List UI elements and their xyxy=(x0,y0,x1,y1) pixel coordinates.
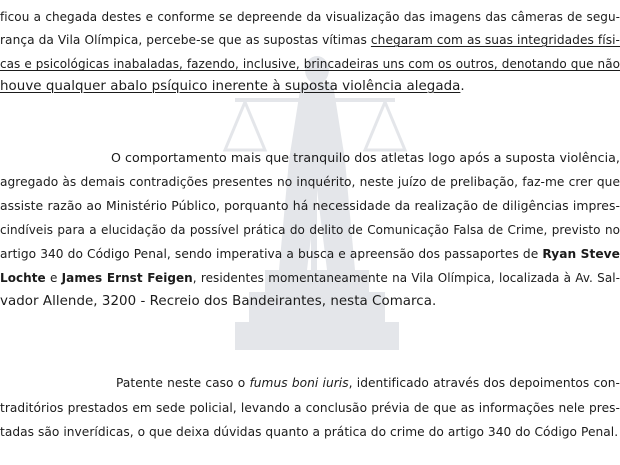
text-run: e xyxy=(45,271,62,285)
text-run: tadas são inverídicas, o que deixa dúvidas quanto a prática do crime do artigo 340 do Código Penal. xyxy=(0,425,619,439)
paragraph-1-line-2 xyxy=(0,31,620,49)
text-run: . xyxy=(460,79,465,94)
italic-latin-term: fumus boni iuris xyxy=(249,376,349,390)
text-run: O comportamento mais que tranquilo dos atletas logo após a suposta violência, xyxy=(111,150,620,165)
paragraph-1-line-3 xyxy=(0,55,620,73)
paragraph-2-line-1 xyxy=(111,149,620,167)
bold-name: Ryan Steve xyxy=(542,247,620,261)
underlined-text: houve qualquer abalo psíquico inerente à suposta violência alegada xyxy=(0,79,461,94)
underlined-text: cas e psicológicas inabaladas, fazendo, inclusive, brincadeiras uns com os outros, denotando que não xyxy=(0,57,620,71)
text-run: artigo 340 do Código Penal, sendo imperativa a busca e apreensão dos passaportes de xyxy=(0,247,543,261)
paragraph-2-line-2 xyxy=(0,173,620,191)
text-run: , identificado através dos depoimentos con- xyxy=(348,376,620,390)
underlined-text: chegaram com as suas integridades físi- xyxy=(370,33,620,47)
paragraph-2-line-6 xyxy=(0,269,620,287)
text-run: , residentes momentaneamente na Vila Olímpica, localizada à Av. Sal- xyxy=(192,271,620,285)
paragraph-2-line-5 xyxy=(0,245,620,263)
text-run: cindíveis para a elucidação da possível prática do delito de Comunicação Falsa de Crime, previsto no xyxy=(0,223,620,237)
text-run: agregado às demais contradições presentes no inquérito, neste juízo de prelibação, faz-me crer que xyxy=(0,175,620,189)
paragraph-3-line-3 xyxy=(0,423,620,441)
text-run: rança da Vila Olímpica, percebe-se que as supostas vítimas xyxy=(0,33,371,47)
paragraph-2-line-4 xyxy=(0,221,620,239)
paragraph-1-line-1 xyxy=(0,8,620,26)
text-run: ficou a chegada destes e conforme se depreende da visualização das imagens das câmeras de segu- xyxy=(0,10,620,24)
text-run: assiste razão ao Ministério Público, porquanto há necessidade da realização de diligências impres- xyxy=(0,198,620,213)
text-run: vador Allende, 3200 - Recreio dos Bandeirantes, nesta Comarca. xyxy=(0,294,437,309)
bold-name: Lochte xyxy=(0,271,46,285)
paragraph-1-line-4 xyxy=(0,78,620,96)
text-run: Patente neste caso o xyxy=(116,376,250,390)
paragraph-2-line-7 xyxy=(0,293,620,311)
paragraph-3-line-2 xyxy=(0,399,620,417)
text-run: traditórios prestados em sede policial, levando a conclusão prévia de que as informações nele pres- xyxy=(0,401,620,415)
paragraph-2-line-3 xyxy=(0,197,620,215)
bold-name: James Ernst Feigen xyxy=(61,271,193,285)
paragraph-3-line-1 xyxy=(116,374,620,392)
